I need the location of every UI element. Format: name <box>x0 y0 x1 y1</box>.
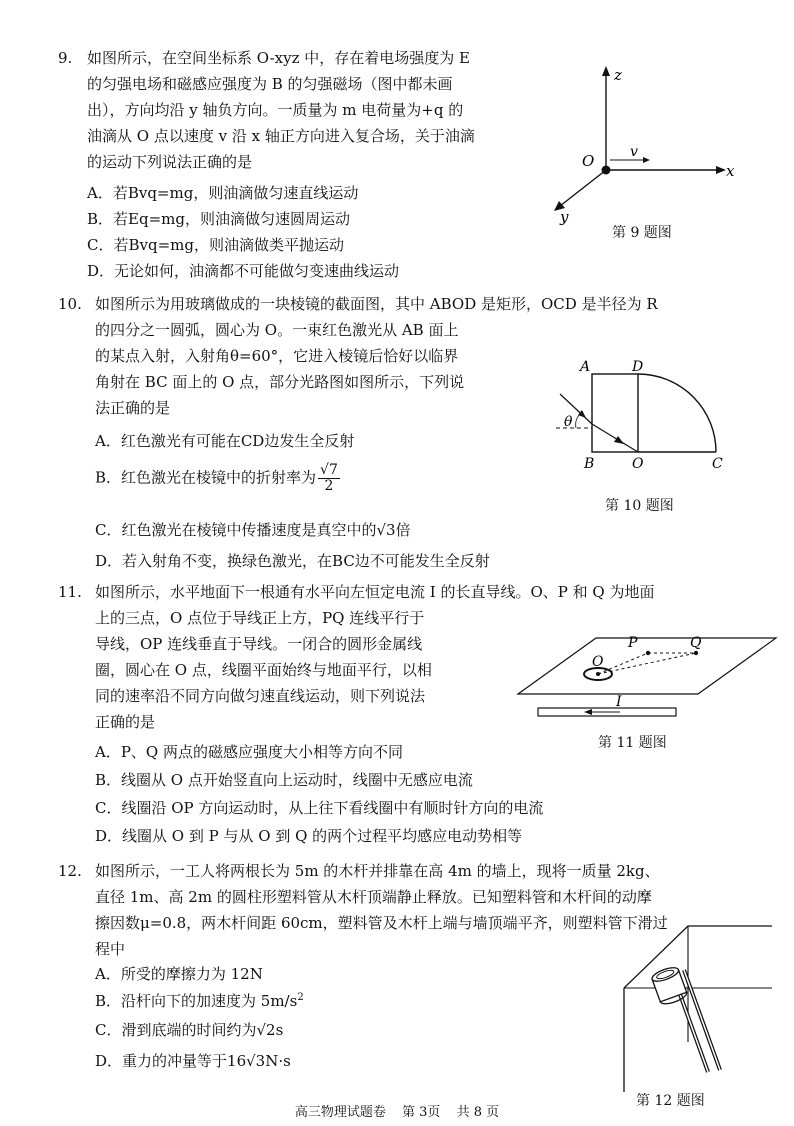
sqrt-value: √2s <box>256 1021 284 1039</box>
figure-caption: 第 10 题图 <box>605 498 674 514</box>
question-number: 11. <box>58 583 82 601</box>
label-b: B <box>584 456 595 472</box>
option-b[interactable]: B．线圈从 O 点开始竖直向上运动时，线圈中无感应电流 <box>95 771 473 789</box>
question-text-line: 如图所示为用玻璃做成的一块棱镜的截面图，其中 ABOD 是矩形，OCD 是半径为 R <box>95 295 658 313</box>
y-axis <box>560 170 606 206</box>
figure-12-wall <box>596 922 776 1094</box>
wall-top-edge <box>624 926 772 988</box>
question-text-line: 上的三点，O 点位于导线正上方，PQ 连线平行于 <box>95 609 425 627</box>
label-q: Q <box>690 635 702 651</box>
label-theta: θ <box>564 414 573 430</box>
question-text-line: 擦因数μ=0.8，两木杆间距 60cm，塑料管及木杆上端与墙顶端平齐，则塑料管下滑过 <box>95 914 668 932</box>
option-b-text: B．沿杆向下的加速度为 5m/s <box>95 992 298 1010</box>
option-c-text: C．红色激光在棱镜中传播速度是真空中的 <box>95 521 377 539</box>
question-text-line: 同的速率沿不同方向做匀速直线运动，则下列说法 <box>95 687 426 705</box>
question-text-line: 导线，OP 连线垂直于导线。一闭合的圆形金属线 <box>95 635 423 653</box>
superscript: 2 <box>297 992 304 1003</box>
x-arrow-icon <box>716 166 726 174</box>
option-a[interactable]: A．P、Q 两点的磁感应强度大小相等方向不同 <box>95 743 403 761</box>
option-d[interactable]: D．若入射角不变，换绿色激光，在BC边不可能发生全反射 <box>95 552 490 570</box>
option-d[interactable] <box>95 1048 291 1074</box>
refracted-arrow-icon <box>614 436 624 444</box>
angle-arc <box>576 414 580 428</box>
question-number: 10. <box>58 295 82 313</box>
figure-caption: 第 9 题图 <box>612 225 672 241</box>
option-d[interactable]: D．线圈从 O 到 P 与从 O 到 Q 的两个过程平均感应电动势相等 <box>95 827 523 845</box>
option-b[interactable]: B．若Eq=mg，则油滴做匀速圆周运动 <box>87 210 350 228</box>
label-o: O <box>592 654 604 670</box>
question-text-line: 正确的是 <box>95 713 156 731</box>
fraction <box>318 463 340 494</box>
fraction-numerator: √7 <box>320 462 338 478</box>
question-text-line: 如图所示，水平地面下一根通有水平向左恒定电流 I 的长直导线。O、P 和 Q 为地面 <box>95 583 655 601</box>
label-p: P <box>628 635 638 651</box>
option-c-suffix: 倍 <box>395 521 411 539</box>
ground-plane <box>518 638 776 694</box>
velocity-label: v <box>630 144 638 160</box>
figure-caption: 第 12 题图 <box>636 1093 705 1109</box>
z-arrow-icon <box>602 66 610 76</box>
figure-11-ground <box>514 628 784 728</box>
question-text-line: 的四分之一圆弧，圆心为 O。一束红色激光从 AB 面上 <box>95 321 459 339</box>
figure-9-axes <box>540 60 760 240</box>
fraction-denominator: 2 <box>324 478 334 494</box>
option-c[interactable] <box>95 517 411 543</box>
question-number: 9. <box>58 49 73 67</box>
label-c: C <box>712 456 723 472</box>
option-b-text: B．红色激光在棱镜中的折射率为 <box>95 468 317 487</box>
question-text-line: 的匀强电场和磁感应强度为 B 的匀强磁场（图中都未画 <box>87 75 453 93</box>
option-a[interactable]: A．所受的摩擦力为 12N <box>95 965 263 983</box>
question-text-line: 油滴从 O 点以速度 v 沿 x 轴正方向进入复合场，关于油滴 <box>87 127 475 145</box>
oil-drop <box>602 166 611 175</box>
label-a: A <box>580 359 591 375</box>
question-text-line: 如图所示，在空间坐标系 O-xyz 中，存在着电场强度为 E <box>87 49 471 67</box>
question-text-line: 角射在 BC 面上的 O 点，部分光路图如图所示，下列说 <box>95 373 465 391</box>
question-number: 12. <box>58 862 82 880</box>
label-i: I <box>616 694 622 710</box>
page-total: 共 8 页 <box>456 1105 500 1120</box>
option-c[interactable] <box>95 1017 283 1043</box>
origin-label: O <box>582 152 595 170</box>
z-label: z <box>614 66 622 84</box>
current-arrow-icon <box>584 709 592 715</box>
option-a[interactable]: A．若Bvq=mg，则油滴做匀速直线运动 <box>87 184 359 202</box>
option-c[interactable]: C．线圈沿 OP 方向运动时，从上往下看线圈中有顺时针方向的电流 <box>95 799 544 817</box>
option-c-text: C．滑到底端的时间约为 <box>95 1021 257 1039</box>
question-text-line: 直径 1m、高 2m 的圆柱形塑料管从木杆顶端静止释放。已知塑料管和木杆间的动摩 <box>95 888 652 906</box>
option-c[interactable]: C．若Bvq=mg，则油滴做类平抛运动 <box>87 236 344 254</box>
exam-title: 高三物理试题卷 <box>294 1105 386 1120</box>
x-label: x <box>726 162 735 180</box>
option-d-text: D．重力的冲量等于 <box>95 1052 228 1070</box>
velocity-arrow-icon <box>643 157 650 163</box>
option-d[interactable]: D．无论如何，油滴都不可能做匀变速曲线运动 <box>87 262 400 280</box>
option-a[interactable]: A．红色激光有可能在CD边发生全反射 <box>95 432 355 450</box>
question-text-line: 法正确的是 <box>95 399 171 417</box>
sqrt-value: √3 <box>376 521 396 539</box>
page-footer <box>0 1100 794 1126</box>
refracted-ray <box>592 424 638 452</box>
prism-rectangle <box>592 374 638 452</box>
figure-10-prism <box>550 352 740 482</box>
option-b[interactable] <box>95 988 304 1014</box>
question-text-line: 的某点入射，入射角θ=60°，它进入棱镜后恰好以临界 <box>95 347 459 365</box>
dashed-oq <box>598 653 696 674</box>
y-label: y <box>560 208 569 226</box>
question-text-line: 出），方向均沿 y 轴负方向。一质量为 m 电荷量为+q 的 <box>87 101 464 119</box>
dashed-op <box>598 653 648 674</box>
question-text-line: 圈，圆心在 O 点，线圈平面始终与地面平行，以相 <box>95 661 432 679</box>
sqrt-value: 16√3N·s <box>227 1052 291 1070</box>
page-number: 第 3页 <box>402 1105 441 1120</box>
figure-caption: 第 11 题图 <box>598 735 667 751</box>
question-text-line: 程中 <box>95 940 126 958</box>
option-b[interactable] <box>95 463 342 494</box>
question-text-line: 如图所示，一工人将两根长为 5m 的木杆并排靠在高 4m 的墙上，现将一质量 2kg、 <box>95 862 660 880</box>
question-text-line: 的运动下列说法正确的是 <box>87 153 253 171</box>
label-d: D <box>632 359 644 375</box>
prism-arc <box>638 374 716 452</box>
label-o: O <box>632 456 644 472</box>
